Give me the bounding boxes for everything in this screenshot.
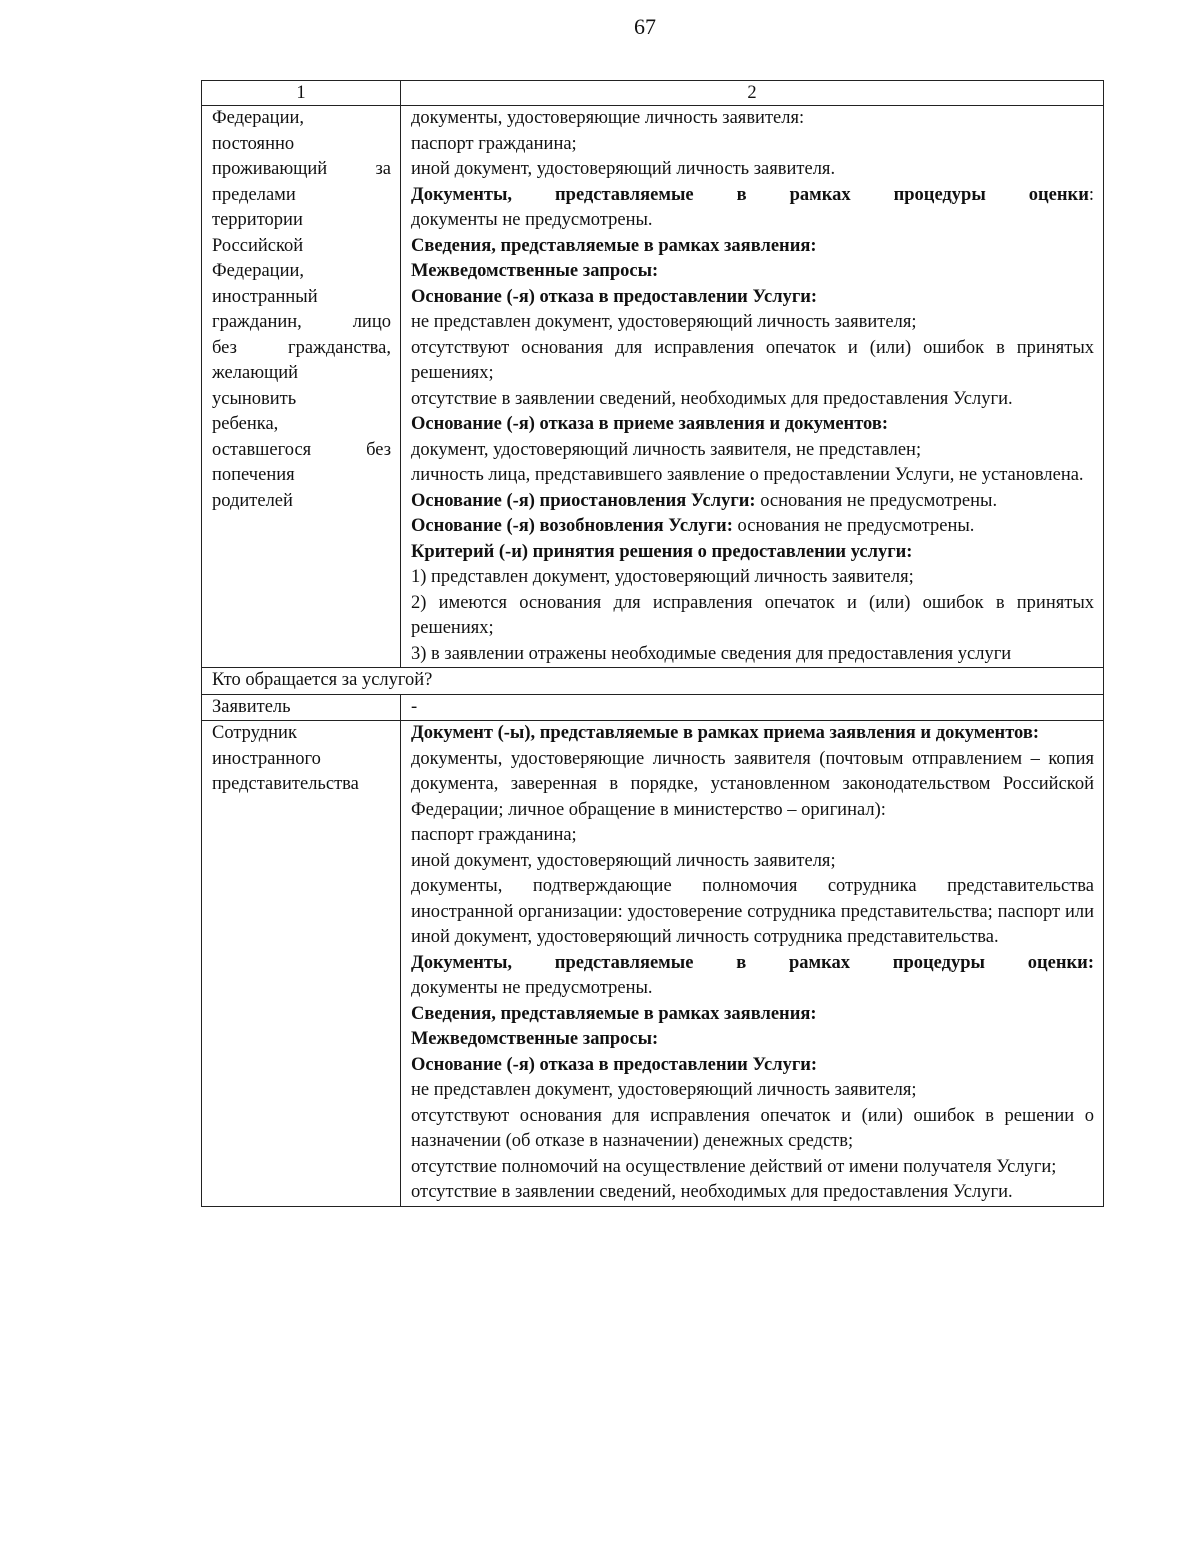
criteria-heading: Критерий (-и) принятия решения о предоставлении услуги:	[411, 541, 913, 562]
info-heading: Сведения, представляемые в рамках заявления:	[411, 1003, 817, 1024]
applicant-category-cell	[202, 106, 401, 668]
text-line: не представлен документ, удостоверяющий личность заявителя;	[411, 312, 917, 332]
category-line: Федерации,	[212, 108, 304, 128]
interagency-heading: Межведомственные запросы:	[411, 261, 659, 281]
text-line: 2) имеются основания для исправления опечаток и (или) ошибок в принятых решениях;	[411, 592, 1094, 638]
info-heading: Сведения, представляемые в рамках заявления:	[411, 235, 817, 256]
assessment-heading: Документы, представляемые в рамках процедуры оценки:	[411, 952, 1094, 973]
table-row	[202, 694, 1104, 721]
category-line: иностранного	[212, 748, 321, 769]
category-line: гражданин, лицо	[212, 312, 391, 332]
category-line: пределами	[212, 184, 296, 205]
applicant-category-cell	[202, 721, 401, 1207]
text-line: отсутствие полномочий на осуществление действий от имени получателя Услуги;	[411, 1156, 1057, 1177]
text-line: документы, удостоверяющие личность заявителя (почтовым отправлением – копия документа, заверенная в порядке, установленном законодательством Российской Федерации; личное обращение в министерство – оригинал):	[411, 748, 1094, 820]
text-line: отсутствуют основания для исправления опечаток и (или) ошибок в решении о назначении (об отказе в назначении) денежных средств;	[411, 1105, 1094, 1151]
requirements-cell	[401, 721, 1104, 1207]
table-row	[202, 668, 1104, 695]
category-line: Российской	[212, 235, 304, 256]
interagency-heading: Межведомственные запросы:	[411, 1029, 659, 1049]
text-line: паспорт гражданина;	[411, 133, 577, 154]
category-line: постоянно	[212, 133, 295, 154]
text-line: иной документ, удостоверяющий личность заявителя;	[411, 850, 836, 871]
text-line: личность лица, представившего заявление о предоставлении Услуги, не установлена.	[411, 465, 1084, 485]
text-line: отсутствие в заявлении сведений, необходимых для предоставления Услуги.	[411, 1182, 1013, 1202]
table-row	[202, 106, 1104, 668]
text-line: 3) в заявлении отражены необходимые сведения для предоставления услуги	[411, 643, 1012, 664]
text-line: документы не предусмотрены.	[411, 210, 653, 230]
refusal-heading: Основание (-я) отказа в предоставлении Услуги:	[411, 286, 818, 307]
text-line: документы, удостоверяющие личность заявителя:	[411, 108, 805, 128]
table-row	[202, 721, 1104, 1207]
text-line: документы, подтверждающие полномочия сотрудника представительства иностранной организации: удостоверение сотрудника представительства; паспорт или иной документ, удостоверяющий личность сотрудника представительства.	[411, 876, 1094, 947]
category-line: Сотрудник	[212, 723, 297, 743]
category-line: ребенка,	[212, 414, 279, 434]
category-line: территории	[212, 210, 303, 230]
who-applies-cell: Кто обращается за услугой?	[202, 668, 1104, 695]
column-header-2: 2	[401, 81, 1104, 106]
category-line: иностранный	[212, 286, 318, 307]
category-line: желающий	[212, 363, 299, 383]
category-line: оставшегося без	[212, 439, 391, 460]
category-line: усыновить	[212, 388, 297, 409]
assessment-heading: Документы, представляемые в рамках процедуры оценки:	[411, 184, 1094, 205]
refusal-heading: Основание (-я) отказа в предоставлении Услуги:	[411, 1054, 818, 1075]
page-number: 67	[634, 14, 656, 39]
reception-refusal-heading: Основание (-я) отказа в приеме заявления и документов:	[411, 414, 888, 434]
bold-heading: Документы, представляемые в рамках процедуры оценки	[411, 184, 1089, 205]
column-header-1: 1	[202, 81, 401, 106]
text-line: документ, удостоверяющий личность заявителя, не представлен;	[411, 439, 922, 460]
text-line: паспорт гражданина;	[411, 825, 577, 845]
requirements-cell	[401, 106, 1104, 668]
resumption-line: Основание (-я) возобновления Услуги: основания не предусмотрены.	[411, 516, 975, 536]
text-line: документы не предусмотрены.	[411, 978, 653, 998]
text-line: отсутствуют основания для исправления опечаток и (или) ошибок в принятых решениях;	[411, 337, 1094, 383]
services-table	[201, 80, 1104, 1207]
category-line: проживающий за	[212, 159, 391, 179]
category-line: представительства	[212, 774, 359, 794]
category-line: без гражданства,	[212, 337, 391, 358]
category-line: родителей	[212, 490, 293, 511]
suspension-line: Основание (-я) приостановления Услуги: основания не предусмотрены.	[411, 490, 998, 511]
category-line: Федерации,	[212, 261, 304, 281]
documents-heading: Документ (-ы), представляемые в рамках приема заявления и документов:	[411, 723, 1039, 743]
category-line: попечения	[212, 465, 295, 485]
text-line: отсутствие в заявлении сведений, необходимых для предоставления Услуги.	[411, 388, 1013, 409]
applicant-value-cell: -	[401, 694, 1104, 721]
text-line: не представлен документ, удостоверяющий личность заявителя;	[411, 1080, 917, 1100]
text-line: 1) представлен документ, удостоверяющий личность заявителя;	[411, 567, 914, 587]
text-line: иной документ, удостоверяющий личность заявителя.	[411, 159, 836, 179]
applicant-label-cell: Заявитель	[202, 694, 401, 721]
table-header-row	[202, 81, 1104, 106]
